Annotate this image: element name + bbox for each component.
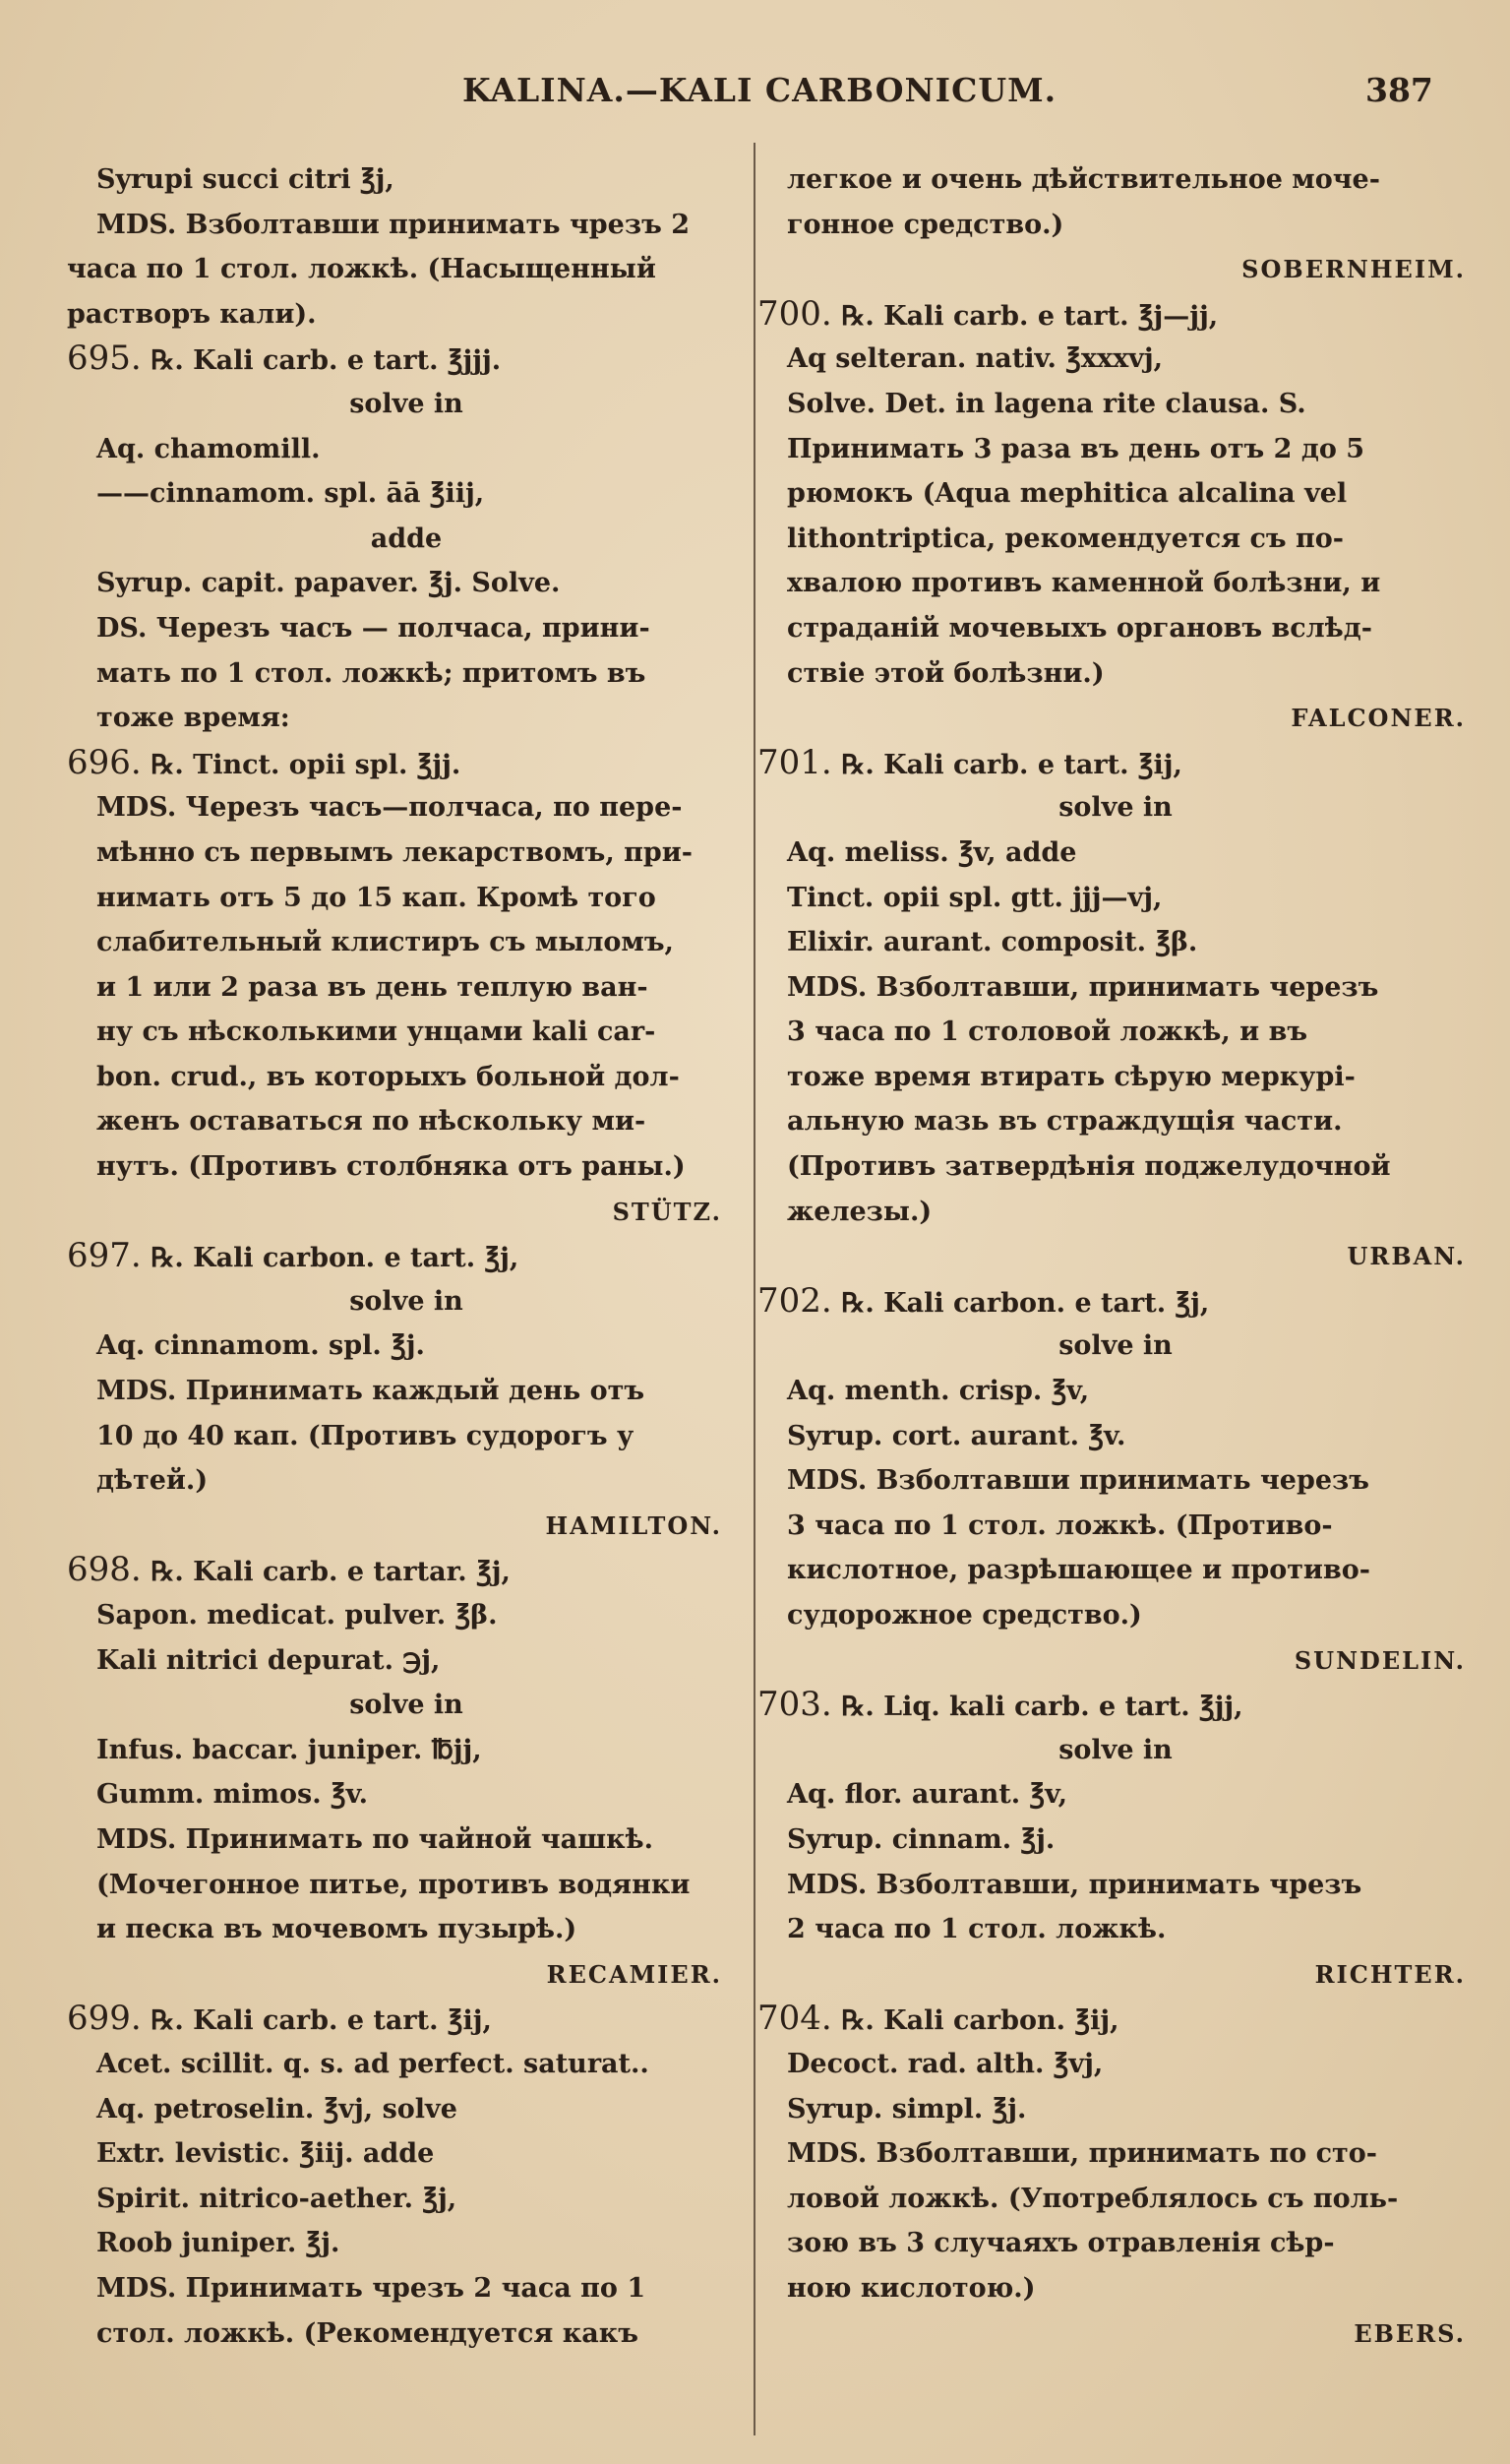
recipe-text: ℞. Kali carbon. e tart. ℥j, (151, 1243, 519, 1274)
text-line: женъ оставаться по нѣскольку ми- (96, 1106, 646, 1138)
author-name: FALCONER. (1291, 704, 1466, 733)
text-line: Syrup. cort. aurant. ℥v. (787, 1420, 1126, 1451)
text-line: DS. Черезъ часъ — полчаса, прини- (96, 612, 650, 644)
text-line: MDS. Взболтавши принимать черезъ (787, 1465, 1369, 1497)
text-line: тоже время втирать сѣрую меркурі- (787, 1061, 1356, 1092)
recipe-number: 700. (757, 293, 832, 334)
text-line: Extr. levistic. ℥iij. adde (96, 2138, 435, 2170)
text-line (67, 1548, 746, 1593)
recipe-text: ℞. Kali carb. e tart. ℥jjj. (151, 345, 502, 377)
text-line: хвалою противъ каменной болѣзни, и (787, 568, 1381, 599)
text-line: (Мочегонное питье, противъ водянки (96, 1869, 691, 1900)
text-line: MDS. Принимать по чайной чашкѣ. (96, 1823, 654, 1855)
text-line: Syrupi succi citri ℥j, (96, 164, 394, 195)
text-line: adde (370, 523, 443, 554)
text-line: Infus. baccar. juniper. ℔jj, (96, 1734, 482, 1765)
text-line: тоже время: (96, 703, 290, 734)
text-line: слабительный клистиръ съ мыломъ, (96, 927, 674, 958)
text-line (757, 741, 1474, 786)
page-header (0, 71, 1510, 120)
author-name: SOBERNHEIM. (1241, 255, 1466, 284)
text-line: Aq. meliss. ℥v, adde (787, 836, 1077, 868)
text-line: 10 до 40 кап. (Противъ судорогъ у (96, 1420, 634, 1451)
text-line: и 1 или 2 раза въ день теплую ван- (96, 971, 648, 1003)
text-line: Elixir. aurant. composit. ℥β. (787, 927, 1198, 958)
text-line: Aq. menth. crisp. ℥v, (787, 1376, 1090, 1407)
text-line: ствіе этой болѣзни.) (787, 657, 1105, 689)
text-line: Syrup. simpl. ℥j. (787, 2093, 1027, 2125)
text-line: Aq. flor. aurant. ℥v, (787, 1779, 1068, 1811)
text-line: Aq. petroselin. ℥vj, solve (96, 2093, 457, 2125)
text-line: альную мазь въ страждущія части. (787, 1106, 1343, 1138)
recipe-text: ℞. Liq. kali carb. e tart. ℥jj, (841, 1692, 1243, 1723)
text-line: Aq. chamomill. (96, 433, 321, 464)
text-line (757, 1997, 1474, 2042)
recipe-number: 703. (757, 1685, 832, 1725)
recipe-text: ℞. Tinct. opii spl. ℥jj. (151, 749, 461, 780)
text-line: часа по 1 стол. ложкѣ. (Насыщенный (67, 254, 656, 285)
text-line: растворъ кали). (67, 298, 317, 330)
text-line: MDS. Принимать чрезъ 2 часа по 1 (96, 2272, 646, 2304)
text-line (67, 741, 746, 786)
text-line: 3 часа по 1 столовой ложкѣ, и въ (787, 1016, 1308, 1048)
text-line: Aq. cinnamom. spl. ℥j. (96, 1330, 425, 1362)
text-line: рюмокъ (Aqua mephitica alcalina vel (787, 478, 1348, 510)
text-line: зою въ 3 случаяхъ отравленія сѣр- (787, 2228, 1335, 2259)
recipe-text: ℞. Kali carb. e tartar. ℥j, (151, 1557, 511, 1588)
text-line: ну съ нѣсколькими унцами kali car- (96, 1016, 656, 1048)
text-line: Aq selteran. nativ. ℥xxxvj, (787, 343, 1164, 375)
text-line (757, 1683, 1474, 1728)
text-line: Kali nitrici depurat. ℈j, (96, 1644, 441, 1676)
running-title: KALINA.—KALI CARBONICUM. (462, 71, 1057, 109)
text-line: и песка въ мочевомъ пузырѣ.) (96, 1914, 577, 1945)
author-name: RICHTER. (1314, 1959, 1466, 1989)
left-column (67, 157, 746, 2356)
text-line: lithontriptica, рекомендуется съ по- (787, 523, 1345, 554)
text-line: нутъ. (Противъ столбняка отъ раны.) (96, 1151, 686, 1183)
text-line: MDS. Взболтавши принимать чрезъ 2 (96, 209, 690, 240)
recipe-text: ℞. Kali carbon. ℥ij, (841, 2005, 1119, 2037)
text-line: страданій мочевыхъ органовъ вслѣд- (787, 612, 1372, 644)
text-line: MDS. Черезъ часъ—полчаса, по пере- (96, 792, 683, 824)
text-line: solve in (349, 388, 463, 419)
author-name: RECAMIER. (546, 1959, 722, 1989)
right-column (757, 157, 1474, 2356)
text-line: solve in (349, 1285, 463, 1317)
text-line: железы.) (787, 1196, 933, 1227)
text-line: Roob juniper. ℥j. (96, 2228, 340, 2259)
text-line: судорожное средство.) (787, 1600, 1142, 1631)
page-number: 387 (1365, 71, 1433, 109)
text-line: Decoct. rad. alth. ℥vj, (787, 2048, 1104, 2079)
recipe-number: 698. (67, 1550, 142, 1590)
recipe-number: 704. (757, 1999, 832, 2039)
text-line: мать по 1 стол. ложкѣ; притомъ въ (96, 657, 646, 689)
text-line: дѣтей.) (96, 1465, 209, 1497)
text-line: гонное средство.) (787, 209, 1064, 240)
text-line: Syrup. cinnam. ℥j. (787, 1823, 1056, 1855)
text-line (67, 337, 746, 382)
text-line: MDS. Принимать каждый день отъ (96, 1376, 645, 1407)
author-name: HAMILTON. (545, 1510, 722, 1540)
text-line: MDS. Взболтавши, принимать чрезъ (787, 1869, 1362, 1900)
author-name: SUNDELIN. (1294, 1645, 1466, 1675)
recipe-number: 695. (67, 339, 142, 379)
text-line: MDS. Взболтавши, принимать по сто- (787, 2138, 1377, 2170)
text-line: Gumm. mimos. ℥v. (96, 1779, 368, 1811)
text-line: Tinct. opii spl. gtt. jjj—vj, (787, 882, 1163, 913)
text-line: кислотное, разрѣшающее и противо- (787, 1555, 1370, 1586)
text-line: Syrup. capit. papaver. ℥j. Solve. (96, 568, 561, 599)
text-line: Acet. scillit. q. s. ad perfect. saturat.. (96, 2048, 649, 2079)
text-line: solve in (349, 1690, 463, 1721)
text-line: Solve. Det. in lagena rite clausa. S. (787, 388, 1306, 419)
text-line: Spirit. nitrico-aether. ℥j, (96, 2183, 457, 2214)
text-line: ною кислотою.) (787, 2272, 1036, 2304)
text-line (757, 292, 1474, 338)
text-line (67, 1997, 746, 2042)
text-line: Принимать 3 раза въ день отъ 2 до 5 (787, 433, 1365, 464)
recipe-text: ℞. Kali carb. e tart. ℥ij, (151, 2005, 492, 2037)
text-line: 2 часа по 1 стол. ложкѣ. (787, 1914, 1167, 1945)
column-divider (754, 143, 755, 2435)
recipe-number: 702. (757, 1280, 832, 1321)
text-line: Sapon. medicat. pulver. ℥β. (96, 1600, 498, 1631)
author-name: URBAN. (1347, 1242, 1466, 1271)
recipe-number: 696. (67, 742, 142, 782)
text-line: solve in (1058, 1734, 1173, 1765)
text-line: solve in (1058, 792, 1173, 824)
text-line (67, 1234, 746, 1279)
text-line: MDS. Взболтавши, принимать черезъ (787, 971, 1379, 1003)
text-line: мѣнно съ первымъ лекарствомъ, при- (96, 836, 693, 868)
text-line: ——cinnamom. spl. āā ℥iij, (96, 478, 485, 510)
recipe-text: ℞. Kali carb. e tart. ℥ij, (841, 749, 1182, 780)
text-line: легкое и очень дѣйствительное моче- (787, 164, 1380, 195)
text-line: (Противъ затвердѣнія поджелудочной (787, 1151, 1391, 1183)
recipe-text: ℞. Kali carb. e tart. ℥j—jj, (841, 300, 1219, 332)
text-line: bon. crud., въ которыхъ больной дол- (96, 1061, 680, 1092)
text-line: нимать отъ 5 до 15 кап. Кромѣ того (96, 882, 656, 913)
recipe-number: 697. (67, 1236, 142, 1276)
text-line: 3 часа по 1 стол. ложкѣ. (Противо- (787, 1509, 1333, 1541)
author-name: STÜTZ. (612, 1197, 722, 1226)
author-name: EBERS. (1354, 2318, 1466, 2348)
recipe-number: 699. (67, 1999, 142, 2039)
recipe-text: ℞. Kali carbon. e tart. ℥j, (841, 1287, 1210, 1319)
recipe-number: 701. (757, 742, 832, 782)
text-line: ловой ложкѣ. (Употреблялось съ поль- (787, 2183, 1399, 2214)
text-line: solve in (1058, 1330, 1173, 1362)
text-line: стол. ложкѣ. (Рекомендуется какъ (96, 2317, 638, 2349)
text-line (757, 1279, 1474, 1324)
